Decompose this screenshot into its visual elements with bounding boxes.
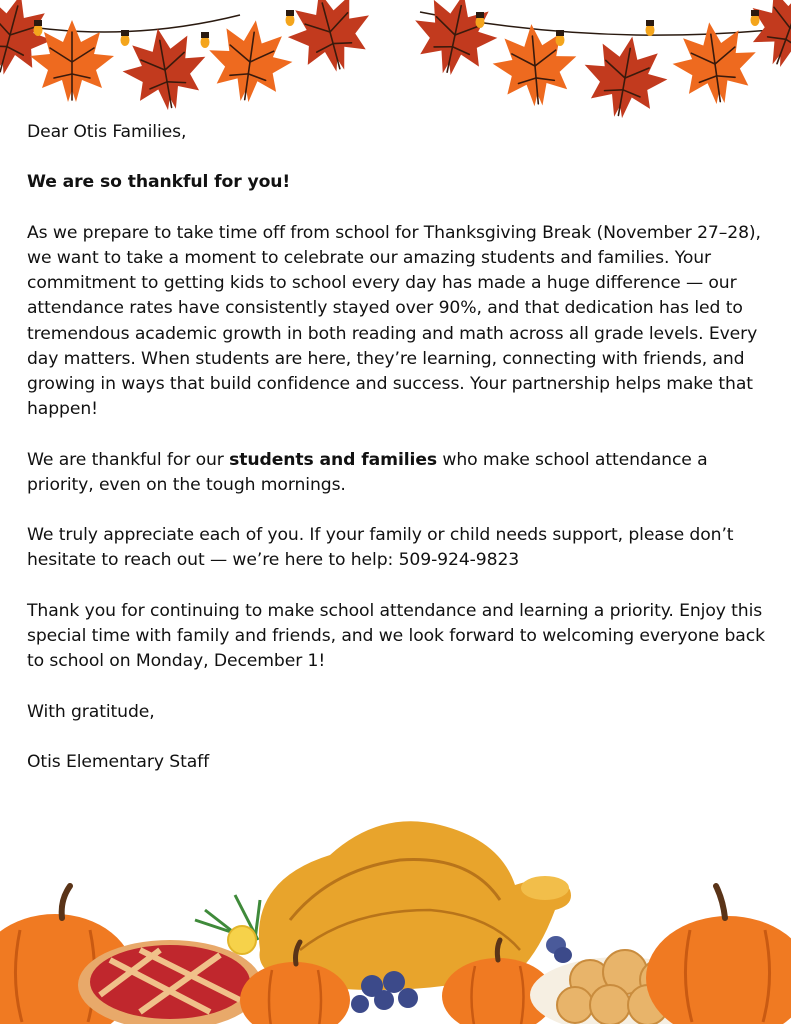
paragraph-thankful-after: who make school attendance a priority, even on the tough mornings. xyxy=(27,449,708,495)
pumpkin-icon xyxy=(646,886,791,1024)
leaf-icon xyxy=(668,17,763,110)
headline: We are so thankful for you! xyxy=(27,172,291,193)
salutation: Dear Otis Families, xyxy=(27,122,187,142)
paragraph-thankful xyxy=(27,448,772,498)
closing: With gratitude, xyxy=(27,701,155,722)
thanksgiving-feast-illustration xyxy=(0,800,791,1024)
leaf-icon xyxy=(577,29,674,124)
leaf-icon xyxy=(489,20,580,109)
paragraph-thankful-before: We are thankful for our xyxy=(27,449,230,470)
lemon-slice-icon xyxy=(228,926,256,954)
leaf-icon xyxy=(737,0,791,80)
paragraph-thankful-bold: students and families xyxy=(229,449,438,470)
leaf-icon xyxy=(203,15,298,108)
paragraph-support-contact: We truly appreciate each of you. If your family or child needs support, please don’t hesitate to reach out — we’re here to help: 509-924-9823 xyxy=(27,525,734,571)
signature: Otis Elementary Staff xyxy=(27,751,210,772)
autumn-leaf-garland xyxy=(0,0,791,125)
paragraph-return-date: Thank you for continuing to make school attendance and learning a priority. Enjoy this special time with family and friends, and we look forward to welcoming everyone back to school on Monday, December 1! xyxy=(27,600,765,672)
string-light-icons xyxy=(34,10,760,48)
leaf-icon xyxy=(116,21,213,116)
letter-body xyxy=(27,120,772,800)
paragraph-break-dates: As we prepare to take time off from school for Thanksgiving Break (November 27–28), we want to take a moment to celebrate our amazing students and families. Your commitment to getting kids to school every day has made a huge difference — our attendance rates have consistently stayed over 90%, and that dedication has led to tremendous academic growth in both reading and math across all grade levels. Every day matters. When students are here, they’re learning, connecting with friends, and growing in ways that build confidence and success. Your partnership helps make that happen! xyxy=(27,222,761,420)
